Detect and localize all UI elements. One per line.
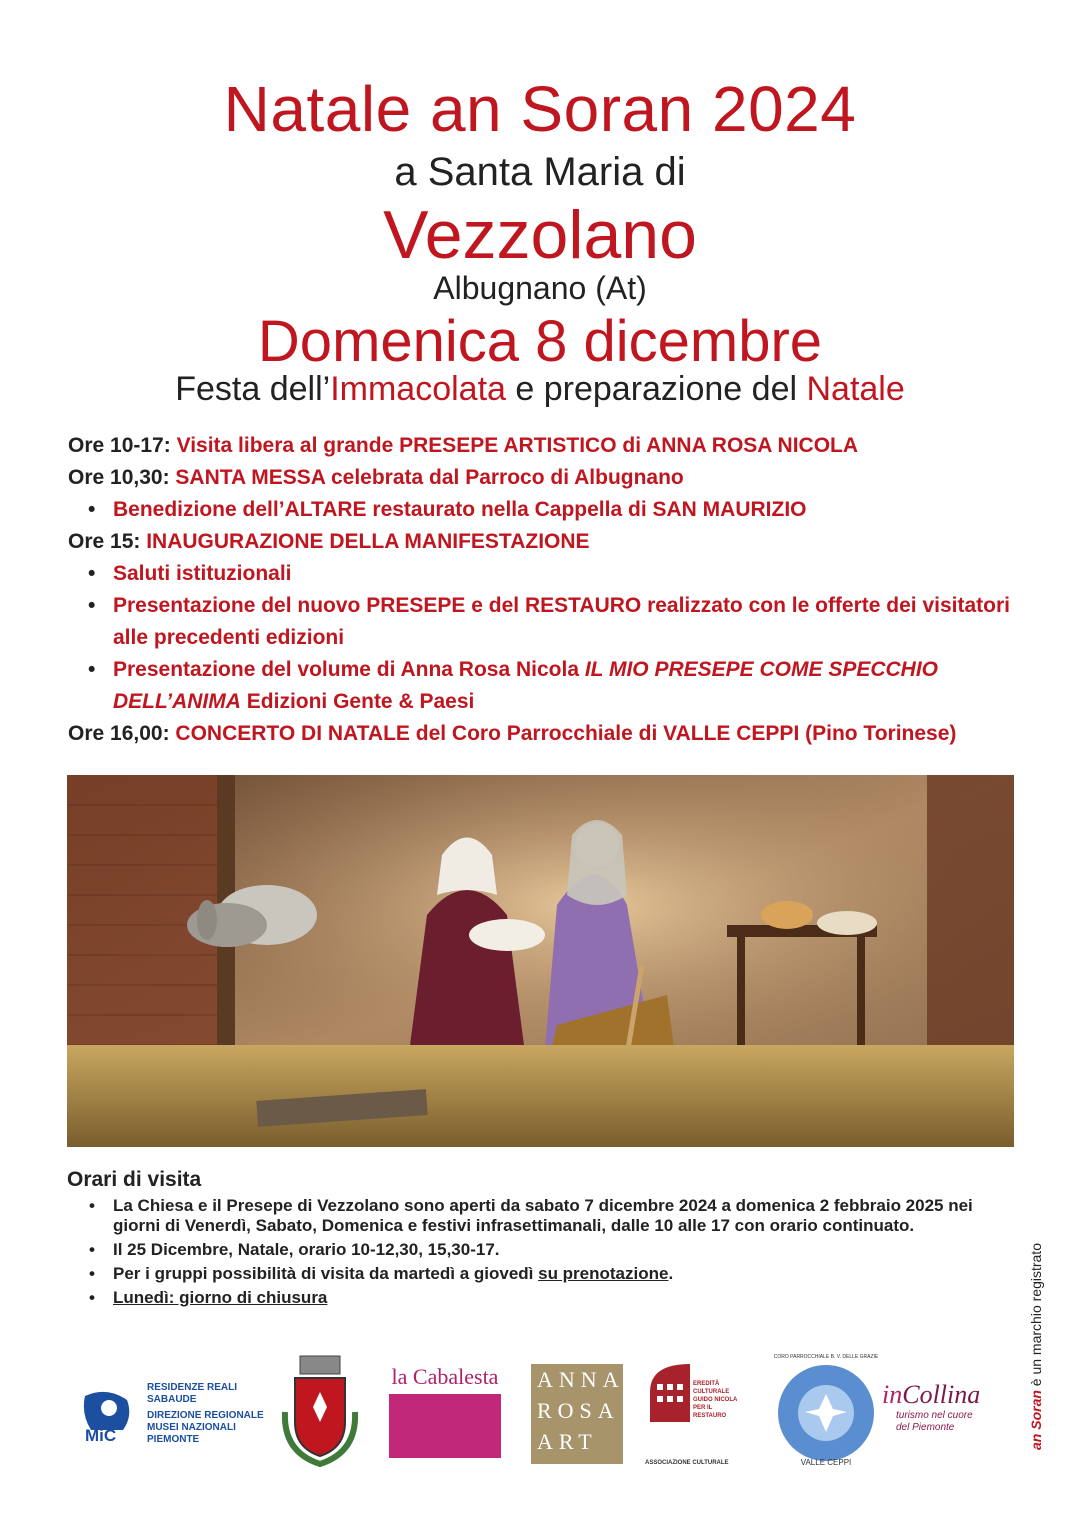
program-bullet: • Benedizione dell’ALTARE restaurato nella Cappella di SAN MAURIZIO: [68, 494, 1028, 526]
bullet-part: Edizioni Gente & Paesi: [240, 690, 475, 713]
bullet-part: Presentazione del volume di Anna Rosa Nicola: [113, 658, 585, 681]
tagline-part: Festa dell’: [175, 370, 331, 408]
program-bullet: [68, 654, 1013, 718]
book-title: IL MIO PRESEPE COME SPECCHIO DELL’ANIMA: [113, 658, 939, 713]
logo-text: del Piemonte: [896, 1422, 955, 1433]
program-time: Ore 15:: [68, 530, 147, 553]
visit-item: • Lunedì: giorno di chiusura: [67, 1288, 997, 1308]
logo-text: PER IL RESTAURO: [693, 1405, 727, 1419]
logo-text: CORO PARROCCHIALE B. V. DELLE GRAZIE: [773, 1354, 879, 1360]
eredita-culturale-logo: [645, 1362, 745, 1470]
logo-text: VALLE CEPPI: [800, 1458, 852, 1467]
logo-text: in: [882, 1380, 903, 1409]
event-tagline: [0, 370, 1080, 409]
program-bullet: • Saluti istituzionali: [68, 558, 1028, 590]
visit-text: .: [668, 1264, 674, 1283]
program-list: [68, 430, 1028, 750]
tagline-part: Natale: [806, 370, 905, 408]
tagline-part: Immacolata: [330, 370, 506, 408]
mic-logo: [77, 1382, 267, 1452]
trademark-text: è un marchio registrato: [1028, 1243, 1044, 1391]
program-text: Visita libera al grande PRESEPE ARTISTICO di ANNA ROSA NICOLA: [176, 434, 859, 457]
logo-text: ROSA: [537, 1398, 620, 1423]
program-item: [68, 430, 1028, 462]
event-town: Albugnano (At): [433, 270, 647, 306]
event-subtitle: a Santa Maria di: [394, 150, 686, 194]
visit-text: Per i gruppi possibilità di visita da martedì a giovedì: [113, 1264, 539, 1283]
incollina-logo: [882, 1380, 1002, 1460]
logo-text: DIREZIONE REGIONALE: [147, 1410, 264, 1421]
program-text: SANTA MESSA celebrata dal Parroco di Albugnano: [175, 466, 684, 489]
event-title: Natale an Soran 2024: [223, 73, 857, 145]
visiting-heading: Orari di visita: [67, 1168, 202, 1191]
program-item: [68, 718, 1028, 750]
program-time: Ore 10,30:: [68, 466, 176, 489]
albugnano-coat-of-arms: [275, 1352, 365, 1472]
logo-text: RESIDENZE REALI: [147, 1382, 238, 1393]
trademark-note: [1028, 1230, 1050, 1450]
booking-note: su prenotazione: [538, 1264, 669, 1283]
program-item: [68, 526, 1028, 558]
anna-rosa-art-logo: [531, 1364, 623, 1464]
visiting-hours: [67, 1170, 997, 1312]
logo-text: ANNA: [537, 1367, 625, 1392]
logo-text: turismo nel cuore: [896, 1410, 973, 1421]
trademark-brand: an Soran: [1028, 1390, 1044, 1450]
logo-text: ART: [537, 1429, 598, 1454]
grape-icon: [389, 1394, 501, 1458]
mic-text: MiC: [85, 1426, 117, 1445]
visit-item: • La Chiesa e il Presepe di Vezzolano sono aperti da sabato 7 dicembre 2024 a domenica 2 febbraio 2025 nei giorni di Venerdì, Sabato, Domenica e festivi infrasettimanali, dalle 10 alle 17 con orario continuato.: [67, 1196, 997, 1236]
logo-text: Collina: [902, 1380, 981, 1409]
visit-item: • Il 25 Dicembre, Natale, orario 10-12,30, 15,30-17.: [67, 1240, 997, 1260]
coro-valle-ceppi-logo: [767, 1354, 885, 1472]
logo-text: GUIDO NICOLA: [693, 1397, 738, 1403]
event-place: Vezzolano: [383, 197, 697, 273]
logo-text: ASSOCIAZIONE CULTURALE: [645, 1460, 729, 1466]
program-text: CONCERTO DI NATALE del Coro Parrocchiale di VALLE CEPPI (Pino Torinese): [175, 722, 957, 745]
nativity-photo: [67, 775, 1014, 1147]
sponsor-logos: [67, 1352, 1017, 1472]
logo-text: EREDITÀ CULTURALE: [693, 1381, 730, 1395]
logo-text: SABAUDE: [147, 1394, 197, 1405]
logo-text: PIEMONTE: [147, 1434, 200, 1445]
program-item: [68, 462, 1028, 494]
visit-item: [67, 1264, 997, 1284]
program-time: Ore 10-17:: [68, 434, 177, 457]
program-bullet: • Presentazione del nuovo PRESEPE e del RESTAURO realizzato con le offerte dei visitatori alle precedenti edizioni: [68, 590, 1013, 654]
program-time: Ore 16,00:: [68, 722, 176, 745]
program-text: INAUGURAZIONE DELLA MANIFESTAZIONE: [146, 530, 590, 553]
event-date: Domenica 8 dicembre: [257, 309, 823, 374]
logo-text: la Cabalesta: [391, 1364, 499, 1389]
logo-text: MUSEI NAZIONALI: [147, 1422, 236, 1433]
cabalesta-logo: [389, 1364, 501, 1460]
tagline-part: e preparazione del: [505, 370, 807, 408]
